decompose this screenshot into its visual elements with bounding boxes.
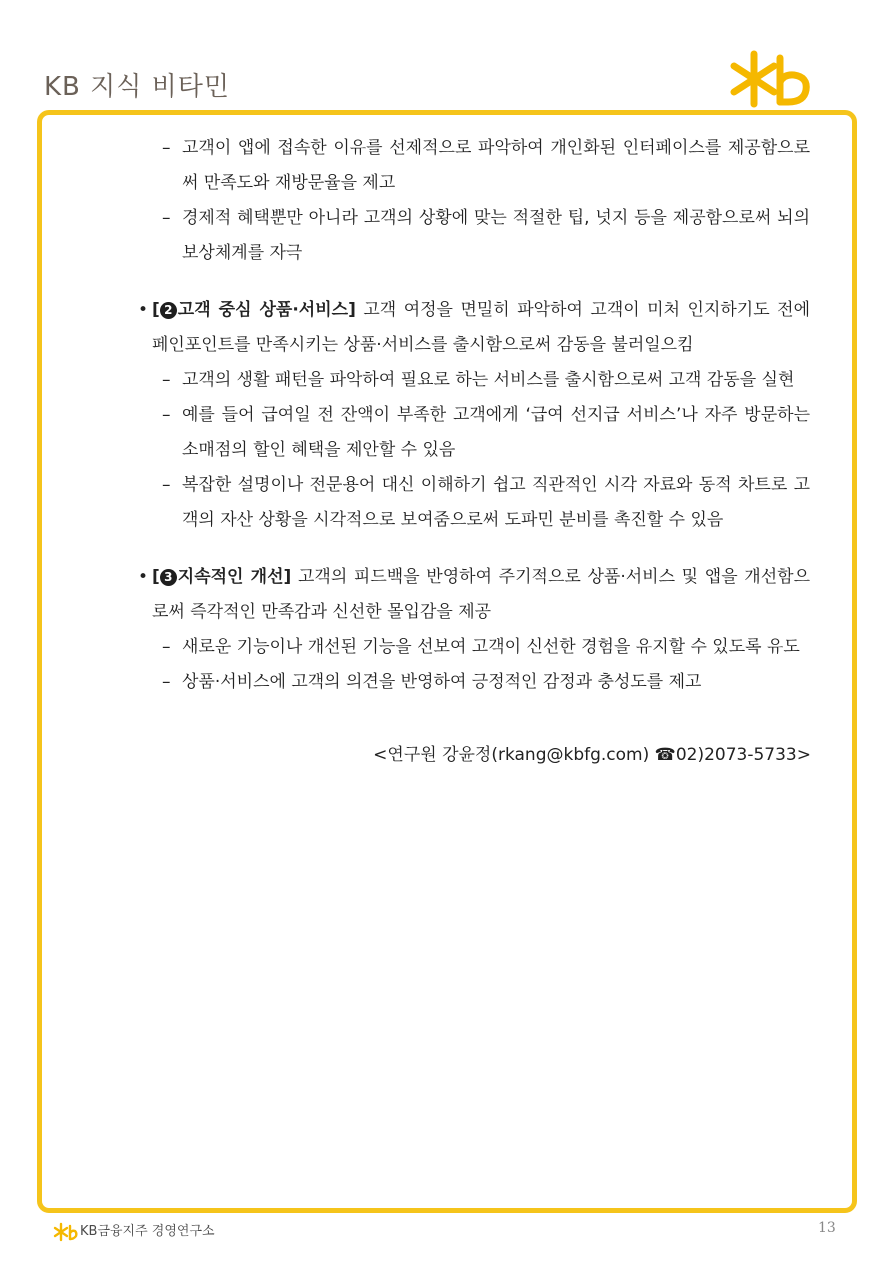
kb-star-logo-icon	[724, 48, 814, 110]
kb-star-small-icon	[52, 1222, 78, 1242]
sub-item	[138, 398, 810, 468]
bullet-item-body	[138, 560, 810, 630]
bullet-item	[138, 293, 810, 363]
dash-marker: –	[162, 637, 171, 657]
circled-number-icon: 2	[160, 302, 177, 319]
dash-marker: –	[162, 405, 171, 425]
dash-marker: –	[162, 208, 171, 228]
sub-item-text: 상품·서비스에 고객의 의견을 반영하여 긍정적인 감정과 충성도를 제고	[182, 672, 702, 692]
page-header-title: KB 지식 비타민	[44, 72, 230, 102]
footer-org: KB금융지주 경영연구소	[80, 1224, 215, 1239]
sub-item-text: 예를 들어 급여일 전 잔액이 부족한 고객에게 ‘급여 선지급 서비스’나 자주 방문하는 소매점의 할인 혜택을 제안할 수 있음	[182, 405, 810, 460]
page-number: 13	[818, 1220, 836, 1236]
researcher-contact: <연구원 강윤정(rkang@kbfg.com) ☎02)2073-5733>	[373, 745, 811, 765]
sub-item-text: 복잡한 설명이나 전문용어 대신 이해하기 쉽고 직관적인 시각 자료와 동적 차트로 고객의 자산 상황을 시각적으로 보여줌으로써 도파민 분비를 촉진할 수 있음	[182, 475, 810, 530]
sub-item-text: 경제적 혜택뿐만 아니라 고객의 상황에 맞는 적절한 팁, 넛지 등을 제공함으로써 뇌의 보상체계를 자극	[182, 208, 810, 263]
content-body	[138, 125, 810, 700]
dash-marker: –	[162, 138, 171, 158]
dash-marker: –	[162, 475, 171, 495]
sub-item	[138, 363, 810, 398]
sub-item	[138, 630, 810, 665]
bullet-item-body	[138, 293, 810, 363]
dash-marker: –	[162, 672, 171, 692]
bullet-tag: 고객 중심 상품·서비스]	[177, 300, 356, 320]
sub-item	[138, 131, 810, 201]
bullet-text: 고객 여정을 면밀히 파악하여 고객이 미처 인지하기도 전에 페인포인트를 만족시키는 상품·서비스를 출시함으로써 감동을 불러일으킴	[152, 300, 810, 355]
bullet-tag-open: [	[152, 300, 160, 320]
dash-marker: –	[162, 370, 171, 390]
sub-item-text: 새로운 기능이나 개선된 기능을 선보여 고객이 신선한 경험을 유지할 수 있도록 유도	[182, 637, 800, 657]
sub-item	[138, 665, 810, 700]
bullet-text: 고객의 피드백을 반영하여 주기적으로 상품·서비스 및 앱을 개선함으로써 즉각적인 만족감과 신선한 몰입감을 제공	[152, 567, 810, 622]
bullet-item	[138, 560, 810, 630]
sub-item	[138, 468, 810, 538]
sub-item-text: 고객의 생활 패턴을 파악하여 필요로 하는 서비스를 출시함으로써 고객 감동을 실현	[182, 370, 795, 390]
sub-item	[138, 201, 810, 271]
bullet-tag: 지속적인 개선]	[177, 567, 292, 587]
bullet-marker: •	[138, 567, 149, 587]
bullet-marker: •	[138, 300, 149, 320]
circled-number-icon: 3	[160, 569, 177, 586]
bullet-tag-open: [	[152, 567, 160, 587]
sub-item-text: 고객이 앱에 접속한 이유를 선제적으로 파악하여 개인화된 인터페이스를 제공함으로써 만족도와 재방문율을 제고	[182, 138, 810, 193]
